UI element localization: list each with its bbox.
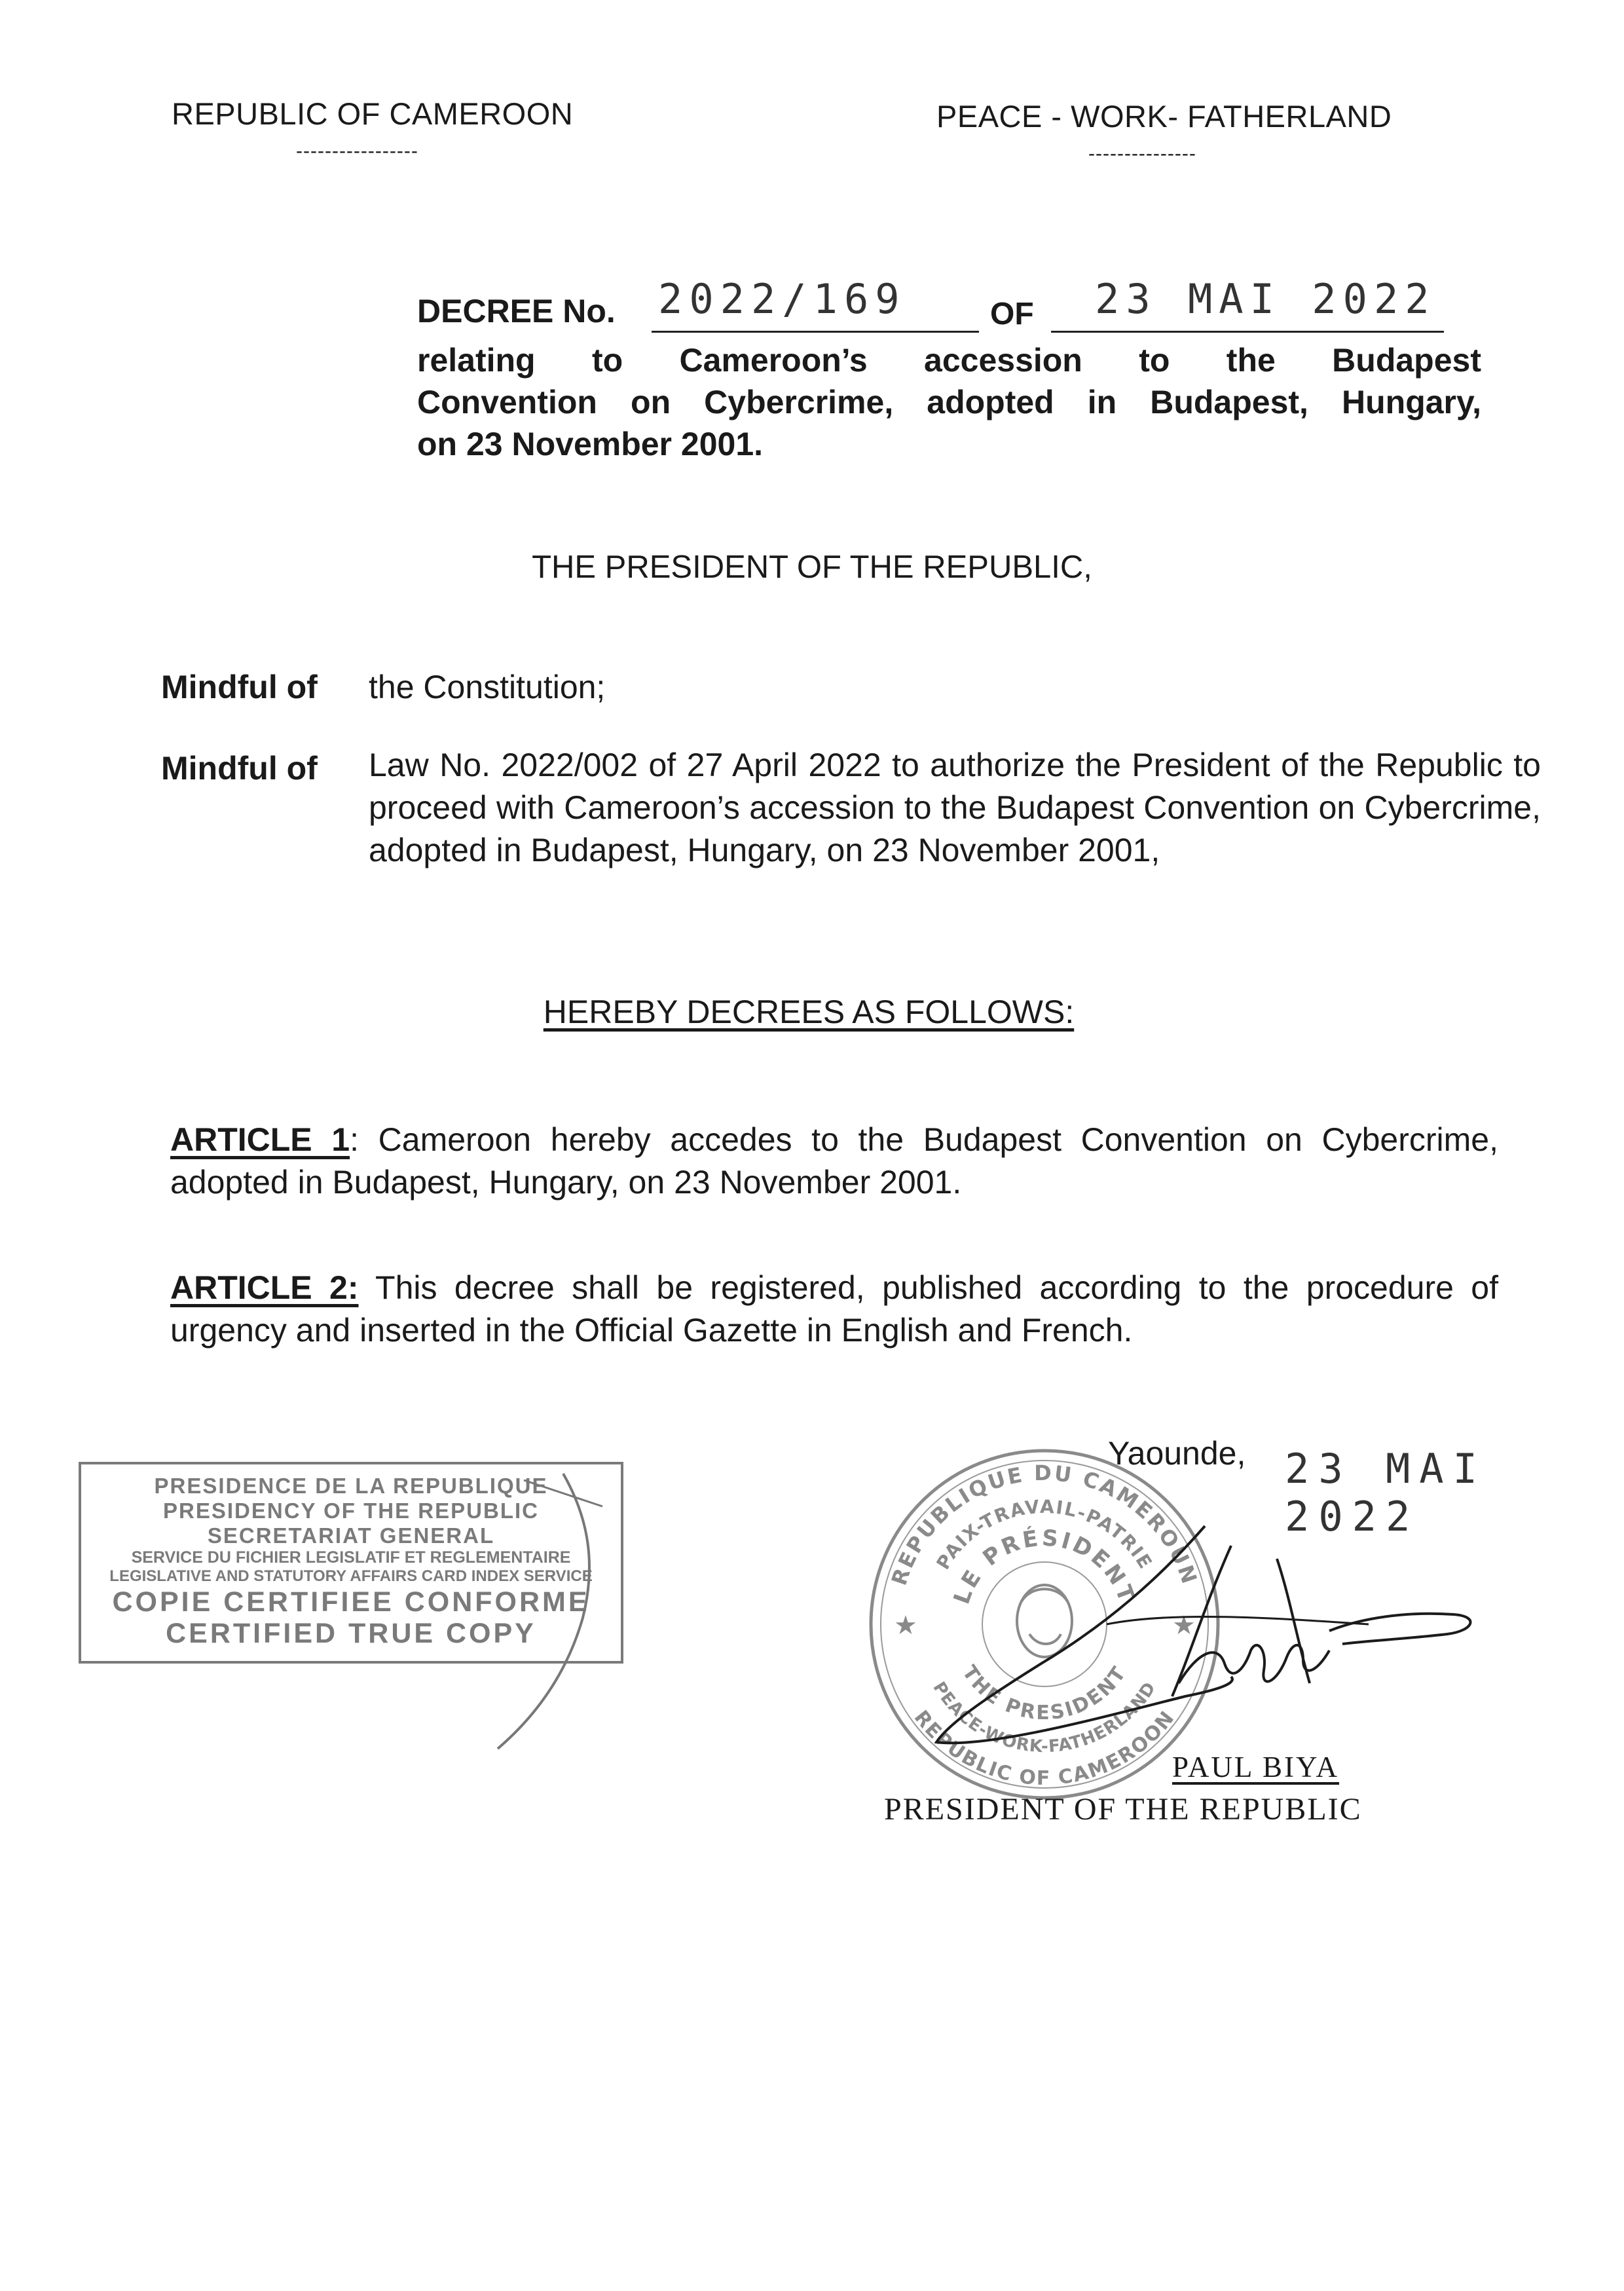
article-1-label: ARTICLE 1 xyxy=(170,1121,350,1158)
seal-star-right-icon: ★ xyxy=(1172,1611,1196,1640)
header-right-rule: --------------- xyxy=(1088,143,1196,164)
stamp-line-4: SERVICE DU FICHIER LEGISLATIF ET REGLEMENTAIRE xyxy=(131,1548,571,1567)
signature-name: PAUL BIYA xyxy=(1172,1751,1339,1783)
decree-no-underline xyxy=(652,331,979,333)
seal-center-bottom: THE PRESIDENT xyxy=(957,1661,1132,1725)
signature-title: PRESIDENT OF THE REPUBLIC xyxy=(884,1792,1362,1827)
decree-subject xyxy=(417,339,1481,465)
decree-subject-line-1: relating to Cameroon’s accession to the Budapest xyxy=(417,342,1481,379)
seal-star-left-icon: ★ xyxy=(894,1611,917,1640)
stamp-line-1: PRESIDENCE DE LA REPUBLIQUE xyxy=(154,1474,548,1498)
seal-inner-top: PAIX-TRAVAIL-PATRIE xyxy=(932,1495,1157,1574)
header-right: PEACE - WORK- FATHERLAND xyxy=(936,99,1392,134)
seal-outer-top: REPUBLIQUE DU CAMEROUN xyxy=(886,1460,1203,1589)
decrees-heading: HEREBY DECREES AS FOLLOWS: xyxy=(543,994,1075,1030)
decree-of-label: OF xyxy=(990,297,1034,331)
seal-inner-bottom: PEACE-WORK-FATHERLAND xyxy=(929,1678,1160,1757)
president-heading: THE PRESIDENT OF THE REPUBLIC, xyxy=(532,549,1092,585)
stamp-line-7: CERTIFIED TRUE COPY xyxy=(166,1618,536,1649)
article-1 xyxy=(170,1119,1498,1204)
stamp-line-2: PRESIDENCY OF THE REPUBLIC xyxy=(163,1499,539,1523)
decree-no-label: DECREE No. xyxy=(417,293,616,329)
decree-no-handwritten: 2022/169 xyxy=(658,275,906,323)
stamp-initial-stroke xyxy=(485,1467,616,1755)
decree-date-handwritten: 23 MAI 2022 xyxy=(1095,275,1436,323)
decree-date-underline xyxy=(1051,331,1444,333)
article-2-text: This decree shall be registered, published according to the procedure of urgency and inserted in the Official Gazette in English and French. xyxy=(170,1269,1499,1349)
signature-place: Yaounde, xyxy=(1108,1435,1246,1472)
header-left: REPUBLIC OF CAMEROON xyxy=(172,96,574,131)
article-1-sep: : xyxy=(350,1121,360,1158)
mindful-text-2: Law No. 2022/002 of 27 April 2022 to authorize the President of the Republic to proceed with Cameroon’s accession to the Budapest Convention on Cybercrime, adopted in Budapest, Hungary, on 23 November 2001, xyxy=(369,747,1541,868)
stamp-line-3: SECRETARIAT GENERAL xyxy=(207,1523,495,1548)
mindful-label-1: Mindful of xyxy=(161,669,318,705)
article-2 xyxy=(170,1267,1498,1352)
stamp-line-5: LEGISLATIVE AND STATUTORY AFFAIRS CARD INDEX SERVICE xyxy=(109,1567,593,1585)
header-left-rule: ----------------- xyxy=(296,140,418,162)
signature-date-handwritten: 23 MAI 2022 xyxy=(1285,1445,1486,1540)
seal-outer-bottom: REPUBLIC OF CAMEROON xyxy=(909,1706,1180,1790)
decree-subject-line-3: on 23 November 2001. xyxy=(417,426,764,462)
decree-subject-line-2: Convention on Cybercrime, adopted in Budapest, Hungary, xyxy=(417,384,1481,420)
handwritten-signature xyxy=(910,1500,1500,1775)
mindful-label-2: Mindful of xyxy=(161,750,318,787)
seal-center-top: LE PRÉSIDENT xyxy=(948,1525,1141,1608)
stamp-line-6: COPIE CERTIFIEE CONFORME xyxy=(112,1586,590,1618)
mindful-text-1: the Constitution; xyxy=(369,669,606,705)
article-2-label: ARTICLE 2: xyxy=(170,1269,359,1306)
decrees-heading-wrap xyxy=(0,993,1624,1031)
article-1-text: Cameroon hereby accedes to the Budapest Convention on Cybercrime, adopted in Budapest, Hungary, on 23 November 2001. xyxy=(170,1121,1498,1201)
